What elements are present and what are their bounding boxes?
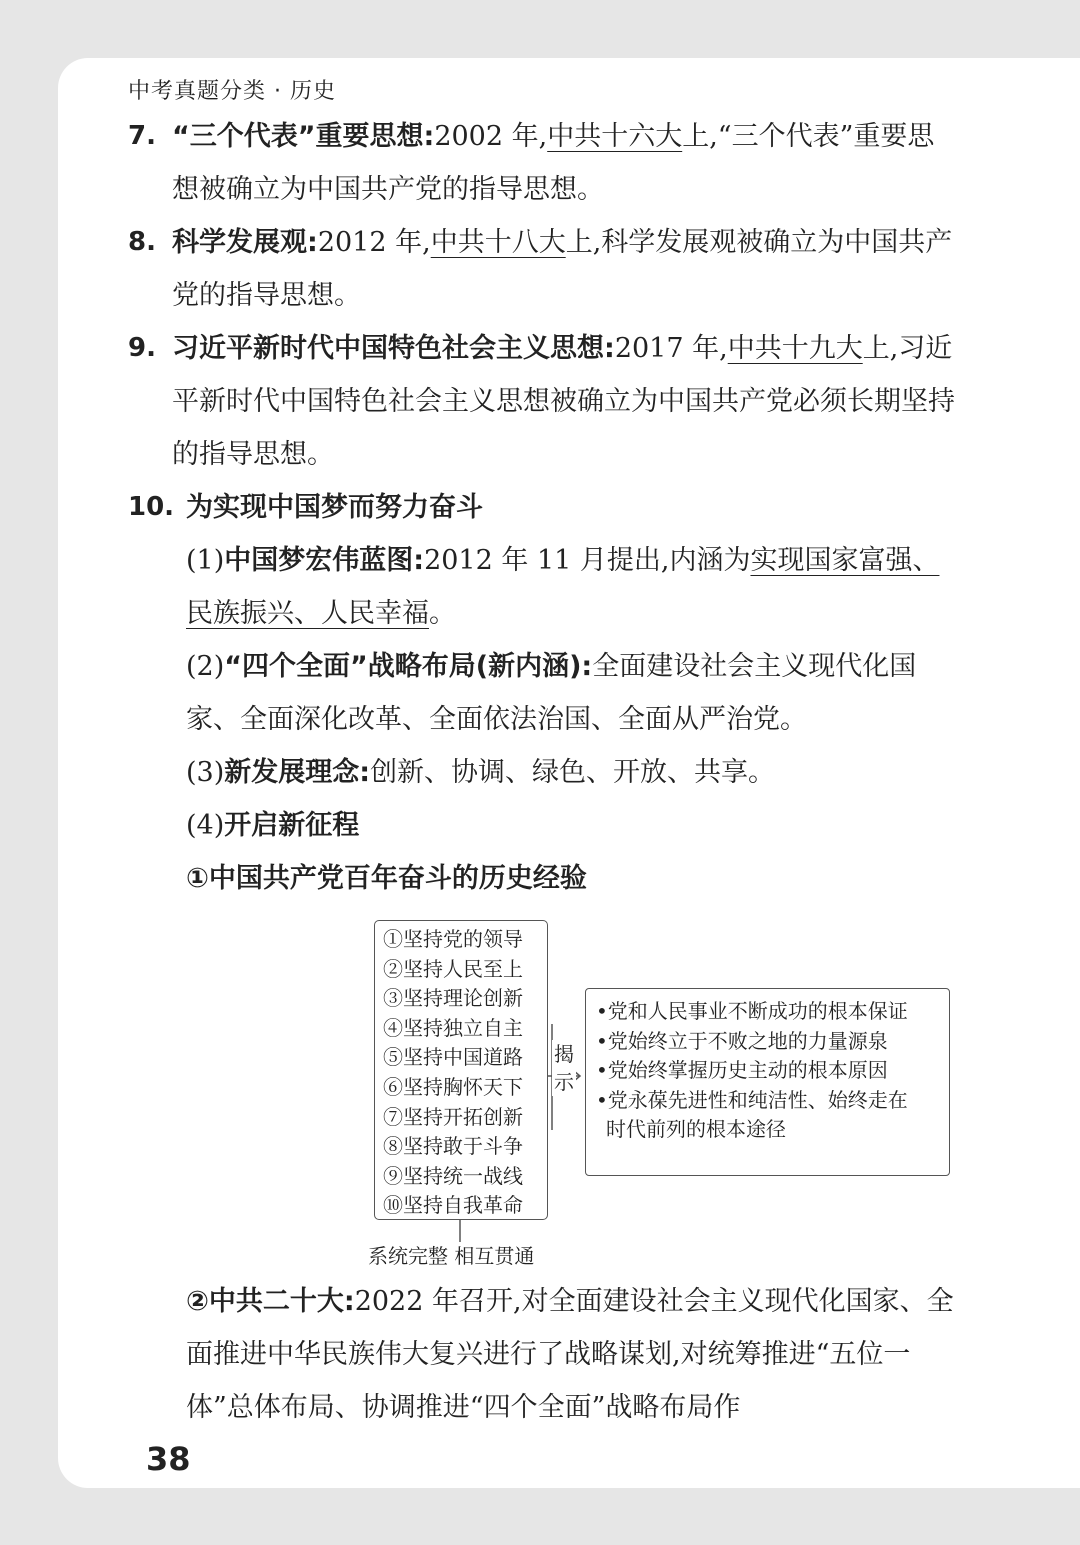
item-number: 10.: [128, 492, 175, 522]
sub-number: (3): [186, 757, 225, 788]
sub-item-2: [128, 640, 958, 746]
item-colon: :: [307, 227, 318, 258]
item-colon: :: [423, 121, 435, 152]
reveal-char: 揭: [554, 1042, 574, 1066]
page-header: 中考真题分类 · 历史: [128, 79, 336, 104]
sub-heading: ②中共二十大: [186, 1286, 344, 1317]
item-number: 7.: [128, 121, 156, 151]
item-text: 2017 年,: [614, 333, 728, 364]
experience-item: ④坚持独立自主: [383, 1015, 523, 1040]
item-heading: 为实现中国梦而努力奋斗: [186, 492, 483, 523]
sub-item-4: [128, 799, 958, 852]
sub-item-6: [128, 1275, 958, 1434]
underlined-answer: 中共十九大: [727, 333, 863, 364]
experience-item: ①坚持党的领导: [383, 927, 523, 951]
experience-item: ⑥坚持胸怀天下: [383, 1074, 523, 1099]
sub-heading: 中国梦宏伟蓝图: [224, 545, 414, 576]
item-text: 2012 年,: [317, 227, 431, 258]
significance-box: [585, 988, 950, 1176]
separator: 、: [912, 545, 940, 576]
item-text: 上,“三个代表”重要思想被确立为中国共产党的指导思想。: [172, 121, 935, 205]
sub-text: 2022 年召开,对全面建设社会主义现代化国家、全面推进中华民族伟大复兴进行了战略谋划,对统筹推进“五位一体”总体布局、协调推进“四个全面”战略布局作: [186, 1286, 954, 1423]
item-text: 2002 年,: [434, 121, 548, 152]
sub-text: 创新、协调、绿色、开放、共享。: [370, 757, 776, 788]
sub-colon: :: [581, 651, 593, 682]
sub-number: (2): [186, 651, 225, 682]
sub-heading: 新发展理念: [224, 757, 360, 788]
significance-item: •党永葆先进性和纯洁性、始终走在: [596, 1087, 908, 1112]
sub-item-1: [128, 534, 958, 640]
history-experience-diagram: [360, 918, 960, 1273]
sub-colon: :: [359, 757, 371, 788]
item-heading: 习近平新时代中国特色社会主义思想: [172, 333, 604, 364]
item-7: [128, 110, 958, 216]
significance-item: •党和人民事业不断成功的根本保证: [596, 999, 908, 1023]
sub-text: 2012 年 11 月提出,内涵为: [424, 545, 751, 576]
underlined-answer: 人民幸福: [321, 598, 429, 629]
page-number: 38: [146, 1440, 191, 1478]
item-heading: 科学发展观: [172, 227, 307, 258]
experience-item: ⑩坚持自我革命: [383, 1193, 523, 1218]
underlined-answer: 民族振兴: [186, 598, 294, 629]
separator: 、: [294, 598, 321, 629]
sub-number: (4): [186, 810, 225, 841]
reveal-char: 示: [554, 1070, 574, 1094]
sub-text: 。: [429, 598, 456, 629]
item-9: [128, 322, 958, 481]
experience-item: ⑤坚持中国道路: [383, 1045, 523, 1070]
connector-line: [455, 1220, 465, 1242]
underlined-answer: 实现国家富强: [750, 545, 913, 576]
item-heading: “三个代表”重要思想: [172, 121, 424, 152]
sub-number: (1): [186, 545, 225, 576]
experience-item: ③坚持理论创新: [383, 986, 523, 1011]
sub-item-3: [128, 746, 958, 799]
experience-item: ②坚持人民至上: [383, 956, 523, 981]
experience-item: ⑦坚持开拓创新: [383, 1104, 523, 1129]
item-colon: :: [604, 333, 615, 364]
item-number: 8.: [128, 227, 156, 257]
diagram-caption: 系统完整 相互贯通: [368, 1244, 535, 1268]
experience-list-box: [374, 920, 548, 1220]
sub-colon: :: [343, 1286, 355, 1317]
significance-item: 时代前列的根本途径: [606, 1117, 786, 1142]
sub-heading: 开启新征程: [224, 810, 360, 841]
significance-item: •党始终立于不败之地的力量源泉: [596, 1028, 888, 1053]
underlined-answer: 中共十八大: [430, 227, 566, 258]
reveal-label: [552, 1040, 576, 1096]
item-number: 9.: [128, 333, 156, 363]
item-8: [128, 216, 958, 322]
item-10: [128, 481, 958, 534]
sub-heading: “四个全面”战略布局(新内涵): [224, 651, 582, 682]
sub-text: 全面建设社会主义现代化国家、全面深化改革、全面依法治国、全面从严治党。: [186, 651, 917, 735]
significance-item: •党始终掌握历史主动的根本原因: [596, 1058, 888, 1083]
experience-item: ⑧坚持敢于斗争: [383, 1134, 523, 1159]
underlined-answer: 中共十六大: [547, 121, 683, 152]
item-text: 上,科学发展观被确立为中国共产党的指导思想。: [172, 227, 953, 311]
sub-colon: :: [413, 545, 425, 576]
sub-heading: ①中国共产党百年奋斗的历史经验: [186, 863, 587, 894]
item-text: 上,习近平新时代中国特色社会主义思想被确立为中国共产党必须长期坚持的指导思想。: [172, 333, 955, 470]
sub-item-5: [128, 852, 958, 905]
experience-item: ⑨坚持统一战线: [383, 1163, 523, 1188]
